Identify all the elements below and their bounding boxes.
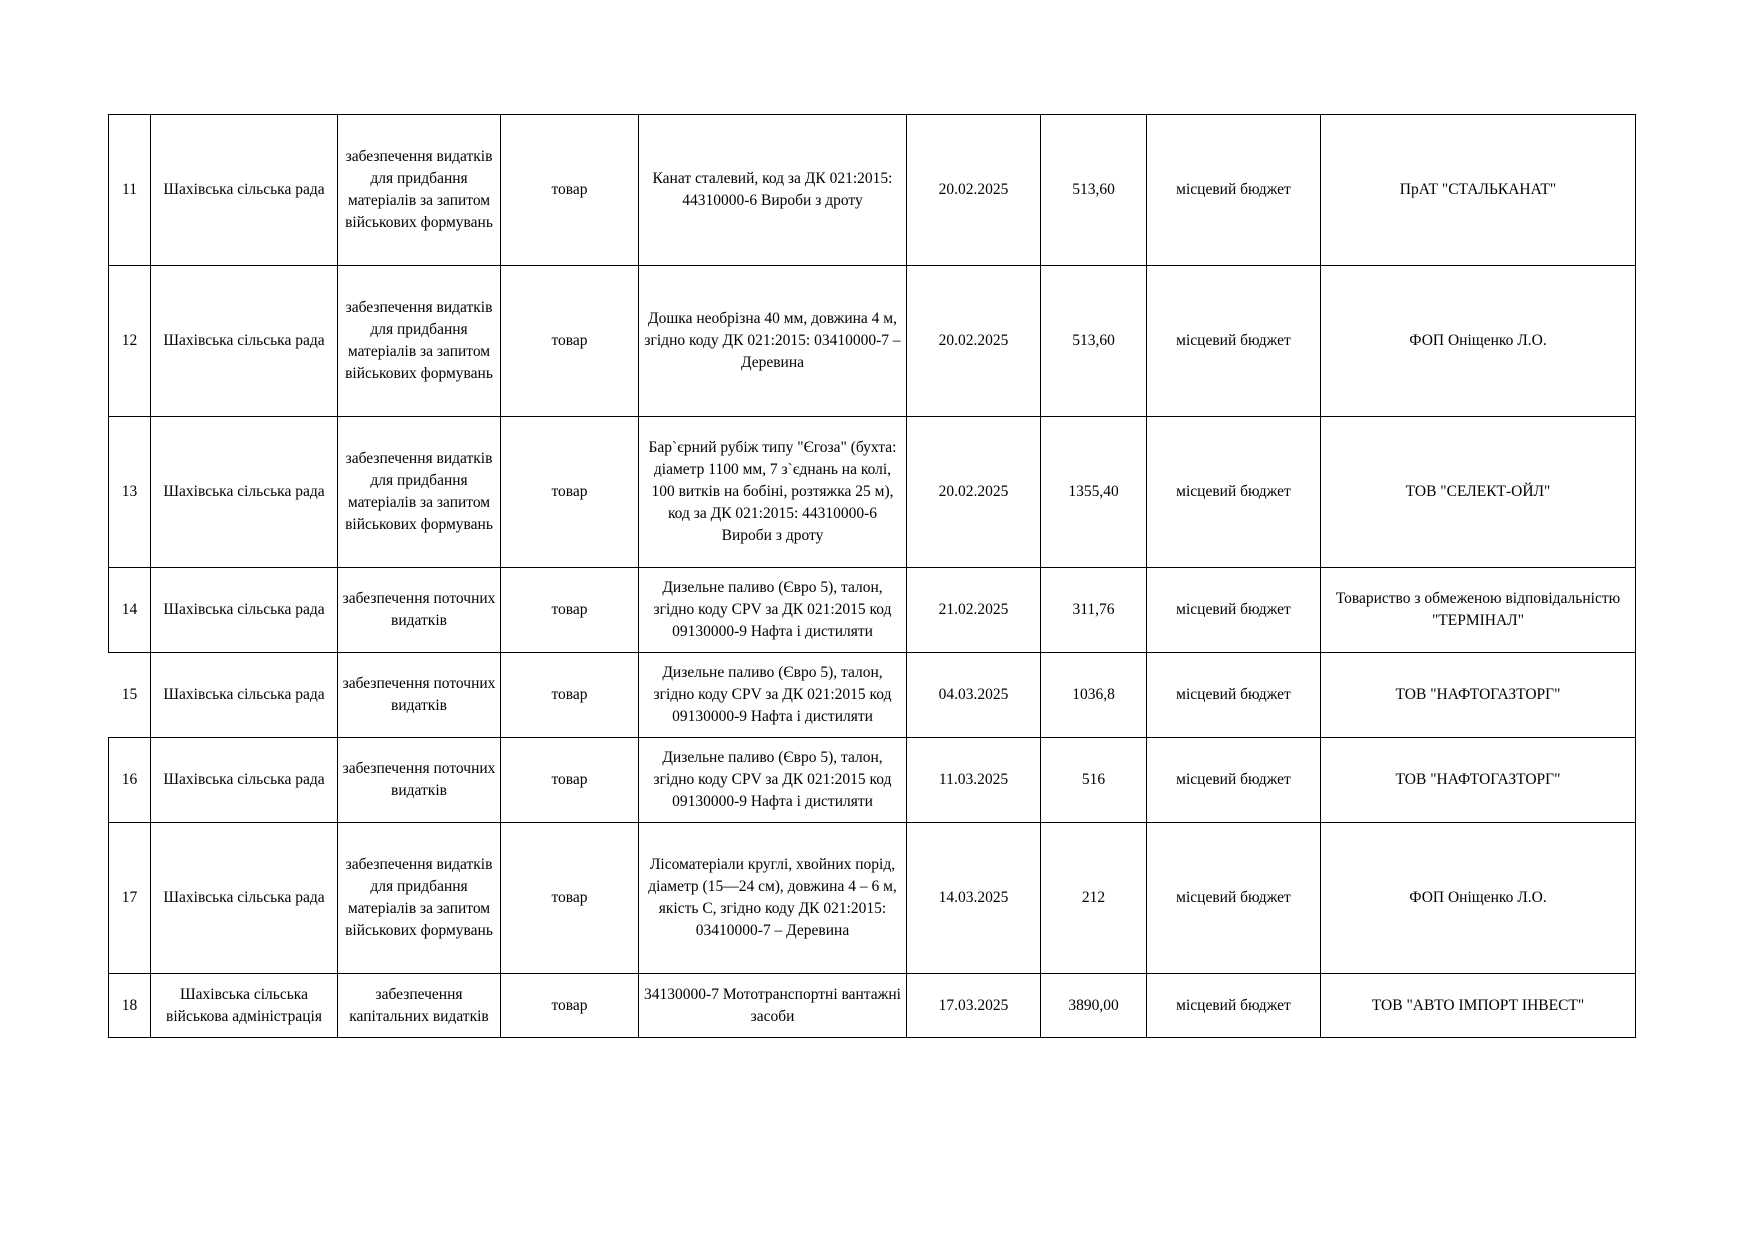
- funding-source-cell: місцевий бюджет: [1147, 653, 1321, 738]
- date-cell: 17.03.2025: [907, 974, 1041, 1038]
- purpose-cell: забезпечення видатків для придбання матеріалів за запитом військових формувань: [338, 417, 501, 568]
- procurement-table: [108, 114, 1636, 1038]
- purpose-cell: забезпечення поточних видатків: [338, 568, 501, 653]
- amount-cell: 513,60: [1041, 266, 1147, 417]
- amount-cell: 516: [1041, 738, 1147, 823]
- date-cell: 20.02.2025: [907, 115, 1041, 266]
- organization-cell: Шахівська сільська рада: [151, 653, 338, 738]
- row-number: 16: [109, 738, 151, 823]
- table-row: [109, 738, 1636, 823]
- funding-source-cell: місцевий бюджет: [1147, 568, 1321, 653]
- supplier-cell: ТОВ "СЕЛЕКТ-ОЙЛ": [1321, 417, 1636, 568]
- row-number: 11: [109, 115, 151, 266]
- table-row: [109, 823, 1636, 974]
- item-cell: Бар`єрний рубіж типу "Єгоза" (бухта: діаметр 1100 мм, 7 з`єднань на колі, 100 витків на бобіні, розтяжка 25 м), код за ДК 021:2015: 44310000-6 Вироби з дроту: [639, 417, 907, 568]
- amount-cell: 212: [1041, 823, 1147, 974]
- table-row: [109, 266, 1636, 417]
- funding-source-cell: місцевий бюджет: [1147, 823, 1321, 974]
- row-number: 13: [109, 417, 151, 568]
- date-cell: 20.02.2025: [907, 266, 1041, 417]
- item-cell: Лісоматеріали круглі, хвойних порід, діаметр (15—24 см), довжина 4 – 6 м, якість С, згідно коду ДК 021:2015: 03410000-7 – Деревина: [639, 823, 907, 974]
- amount-cell: 1036,8: [1041, 653, 1147, 738]
- row-number: 14: [109, 568, 151, 653]
- kind-cell: товар: [501, 568, 639, 653]
- funding-source-cell: місцевий бюджет: [1147, 974, 1321, 1038]
- amount-cell: 513,60: [1041, 115, 1147, 266]
- table-row: [109, 568, 1636, 653]
- item-cell: Дизельне паливо (Євро 5), талон, згідно коду CPV за ДК 021:2015 код 09130000-9 Нафта і дистиляти: [639, 653, 907, 738]
- supplier-cell: ТОВ "НАФТОГАЗТОРГ": [1321, 738, 1636, 823]
- row-number: 15: [109, 653, 151, 738]
- date-cell: 04.03.2025: [907, 653, 1041, 738]
- item-cell: Дизельне паливо (Євро 5), талон, згідно коду CPV за ДК 021:2015 код 09130000-9 Нафта і дистиляти: [639, 568, 907, 653]
- item-cell: Дошка необрізна 40 мм, довжина 4 м, згідно коду ДК 021:2015: 03410000-7 – Деревина: [639, 266, 907, 417]
- purpose-cell: забезпечення поточних видатків: [338, 653, 501, 738]
- table-row: [109, 417, 1636, 568]
- row-number: 17: [109, 823, 151, 974]
- amount-cell: 3890,00: [1041, 974, 1147, 1038]
- table-row: [109, 653, 1636, 738]
- table-row: [109, 974, 1636, 1038]
- kind-cell: товар: [501, 738, 639, 823]
- row-number: 12: [109, 266, 151, 417]
- table-row: [109, 115, 1636, 266]
- amount-cell: 311,76: [1041, 568, 1147, 653]
- purpose-cell: забезпечення видатків для придбання матеріалів за запитом військових формувань: [338, 266, 501, 417]
- supplier-cell: ТОВ "АВТО ІМПОРТ ІНВЕСТ": [1321, 974, 1636, 1038]
- row-number: 18: [109, 974, 151, 1038]
- kind-cell: товар: [501, 974, 639, 1038]
- funding-source-cell: місцевий бюджет: [1147, 266, 1321, 417]
- supplier-cell: ПрАТ "СТАЛЬКАНАТ": [1321, 115, 1636, 266]
- organization-cell: Шахівська сільська рада: [151, 568, 338, 653]
- supplier-cell: Товариство з обмеженою відповідальністю "ТЕРМІНАЛ": [1321, 568, 1636, 653]
- purpose-cell: забезпечення капітальних видатків: [338, 974, 501, 1038]
- supplier-cell: ФОП Оніщенко Л.О.: [1321, 266, 1636, 417]
- supplier-cell: ФОП Оніщенко Л.О.: [1321, 823, 1636, 974]
- funding-source-cell: місцевий бюджет: [1147, 417, 1321, 568]
- organization-cell: Шахівська сільська рада: [151, 266, 338, 417]
- purpose-cell: забезпечення поточних видатків: [338, 738, 501, 823]
- date-cell: 20.02.2025: [907, 417, 1041, 568]
- date-cell: 14.03.2025: [907, 823, 1041, 974]
- funding-source-cell: місцевий бюджет: [1147, 738, 1321, 823]
- kind-cell: товар: [501, 115, 639, 266]
- kind-cell: товар: [501, 417, 639, 568]
- supplier-cell: ТОВ "НАФТОГАЗТОРГ": [1321, 653, 1636, 738]
- organization-cell: Шахівська сільська рада: [151, 115, 338, 266]
- date-cell: 11.03.2025: [907, 738, 1041, 823]
- organization-cell: Шахівська сільська рада: [151, 738, 338, 823]
- purpose-cell: забезпечення видатків для придбання матеріалів за запитом військових формувань: [338, 823, 501, 974]
- organization-cell: Шахівська сільська військова адміністрація: [151, 974, 338, 1038]
- kind-cell: товар: [501, 266, 639, 417]
- date-cell: 21.02.2025: [907, 568, 1041, 653]
- organization-cell: Шахівська сільська рада: [151, 417, 338, 568]
- item-cell: Канат сталевий, код за ДК 021:2015: 44310000-6 Вироби з дроту: [639, 115, 907, 266]
- funding-source-cell: місцевий бюджет: [1147, 115, 1321, 266]
- organization-cell: Шахівська сільська рада: [151, 823, 338, 974]
- purpose-cell: забезпечення видатків для придбання матеріалів за запитом військових формувань: [338, 115, 501, 266]
- item-cell: 34130000-7 Мототранспортні вантажні засоби: [639, 974, 907, 1038]
- kind-cell: товар: [501, 653, 639, 738]
- amount-cell: 1355,40: [1041, 417, 1147, 568]
- kind-cell: товар: [501, 823, 639, 974]
- item-cell: Дизельне паливо (Євро 5), талон, згідно коду CPV за ДК 021:2015 код 09130000-9 Нафта і дистиляти: [639, 738, 907, 823]
